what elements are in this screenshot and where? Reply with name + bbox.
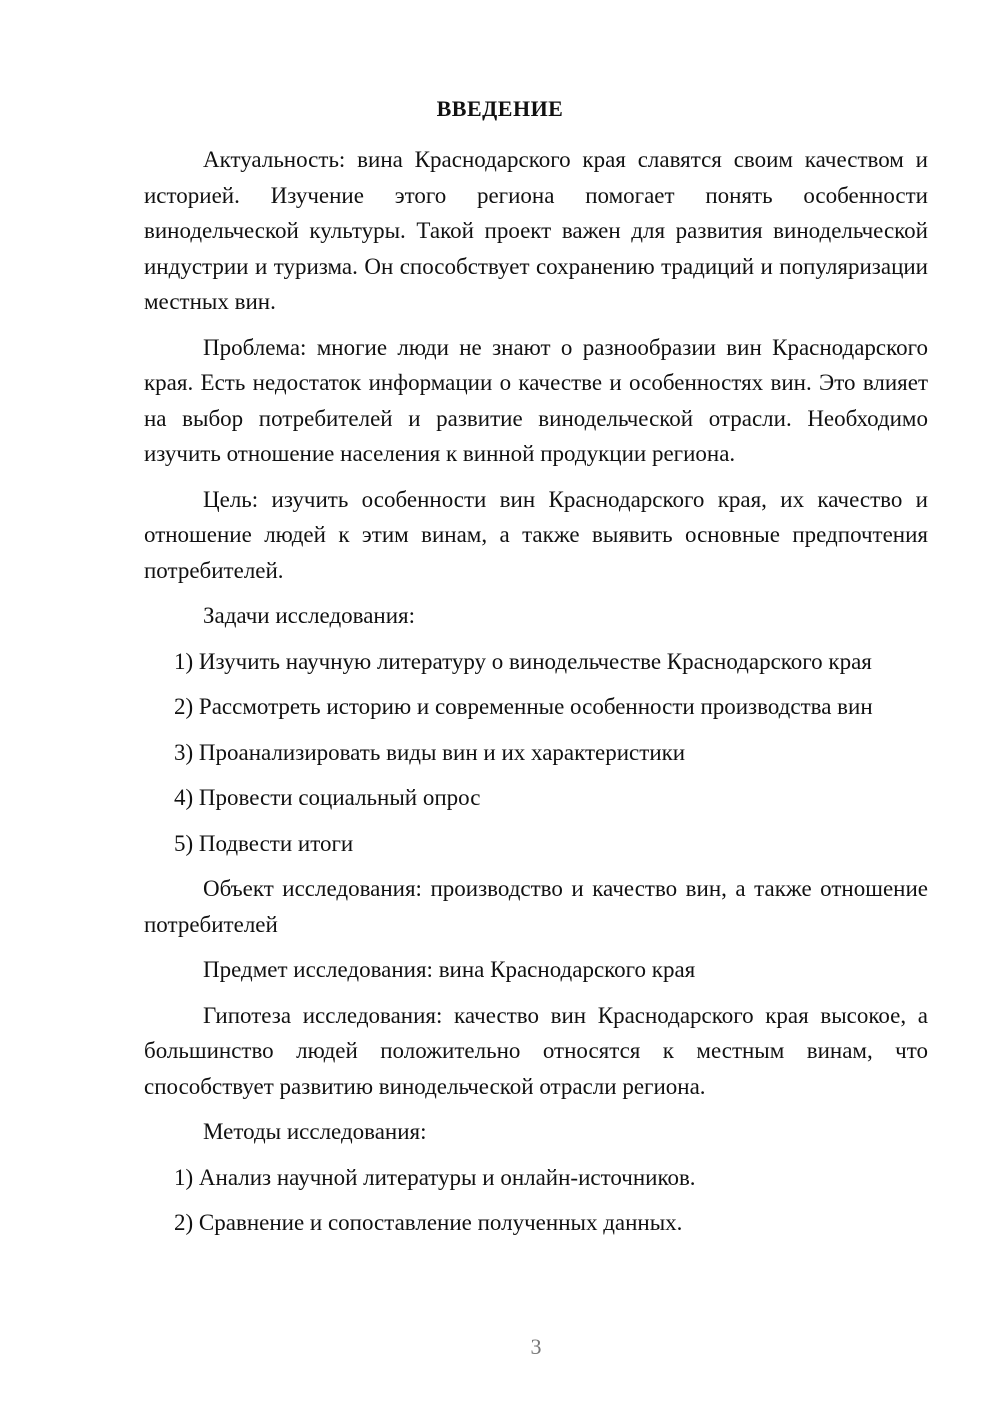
task-item: 5) Подвести итоги: [174, 830, 354, 856]
paragraph-subject: Предмет исследования: вина Краснодарского края: [203, 957, 696, 982]
task-item: 4) Провести социальный опрос: [174, 785, 481, 810]
method-item: 2) Сравнение и сопоставление полученных данных.: [174, 1210, 683, 1235]
paragraph-problem: Проблема: многие люди не знают о разнообразии вин Краснодарского края. Есть недостаток информации о качестве и особенностях вин. Это влияет на выбор потребителей и развитие винодельческой отрасли. Необходимо изучить отношение населения к винной продукции региона.: [144, 334, 928, 466]
paragraph-hypothesis: Гипотеза исследования: качество вин Краснодарского края высокое, а большинство людей положительно относятся к местным винам, что способствует развитию винодельческой отрасли региона.: [144, 1002, 928, 1099]
paragraph-object: Объект исследования: производство и качество вин, а также отношение потребителей: [144, 876, 928, 937]
document-body: [144, 142, 928, 1251]
paragraph-relevance: Актуальность: вина Краснодарского края славятся своим качеством и историей. Изучение этого региона помогает понять особенности винодельческой культуры. Такой проект важен для развития винодельческой индустрии и туризма. Он способствует сохранению традиций и популяризации местных вин.: [144, 147, 928, 314]
paragraph-goal: Цель: изучить особенности вин Краснодарского края, их качество и отношение людей к этим винам, а также выявить основные предпочтения потребителей.: [144, 486, 928, 583]
page-number: 3: [530, 1334, 542, 1359]
task-item: 1) Изучить научную литературу о винодельчестве Краснодарского края: [174, 648, 872, 674]
method-item: 1) Анализ научной литературы и онлайн-источников.: [174, 1164, 696, 1190]
page-title: ВВЕДЕНИЕ: [436, 96, 564, 121]
task-item: 2) Рассмотреть историю и современные особенности производства вин: [174, 694, 873, 719]
task-item: 3) Проанализировать виды вин и их характеристики: [174, 739, 686, 765]
methods-heading: Методы исследования:: [203, 1119, 427, 1144]
tasks-heading: Задачи исследования:: [203, 603, 416, 628]
